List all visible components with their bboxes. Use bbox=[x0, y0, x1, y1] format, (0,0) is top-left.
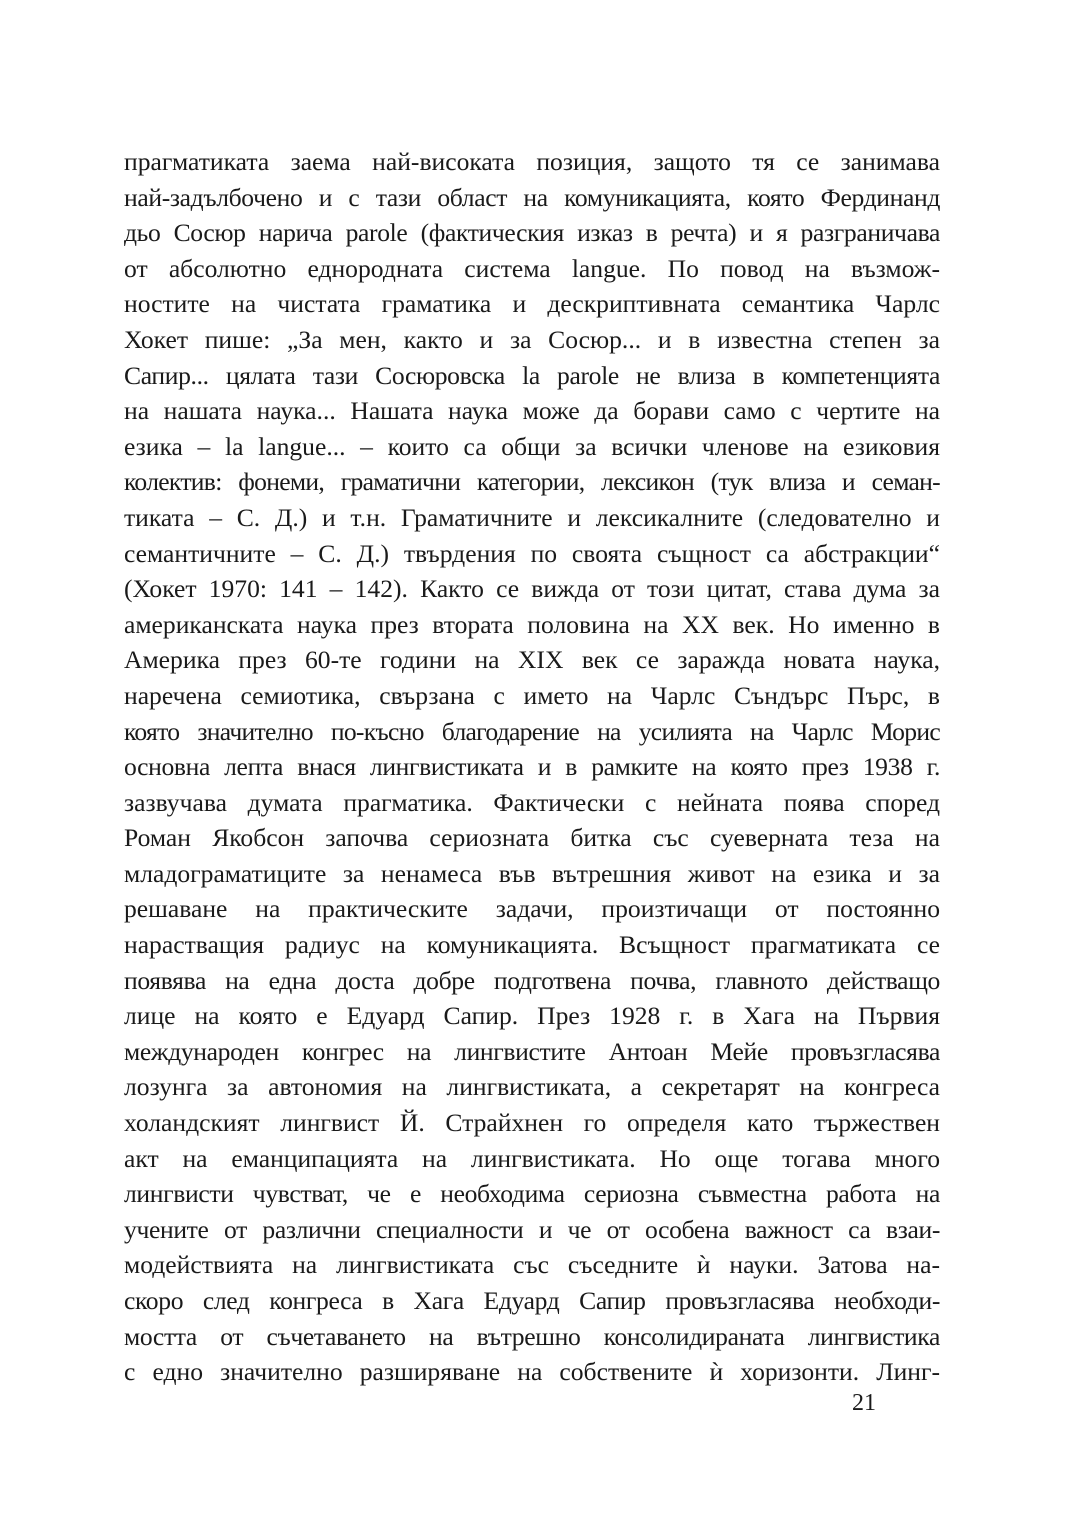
text-line: скоро след конгреса в Хага Едуард Сапир провъзгласява необходи- bbox=[124, 1286, 940, 1315]
text-line: основна лепта внася лингвистиката и в рамките на която през 1938 г. bbox=[124, 752, 940, 782]
text-line: с едно значително разширяване на собствените ѝ хоризонти. Линг- bbox=[124, 1357, 940, 1387]
text-line: колектив: фонеми, граматични категории, лексикон (тук влиза и семан- bbox=[124, 467, 940, 497]
text-line: решаване на практическите задачи, произтичащи от постоянно bbox=[124, 894, 940, 924]
text-line: международен конгрес на лингвистите Антоан Мейе провъзгласява bbox=[124, 1036, 940, 1066]
text-line: Америка през 60-те години на XIX век се заражда новата наука, bbox=[124, 645, 940, 675]
text-line: зазвучава думата прагматика. Фактически с нейната поява според bbox=[124, 787, 940, 817]
body-text bbox=[124, 144, 940, 1390]
text-line: нарастващия радиус на комуникацията. Всъщност прагматиката се bbox=[124, 930, 940, 960]
text-line: прагматиката заема най-високата позиция, защото тя се занимава bbox=[124, 147, 940, 176]
text-line: лозунга за автономия на лингвистиката, а секретарят на конгреса bbox=[124, 1072, 940, 1102]
text-line: Сапир... цялата тази Сосюровска la parole не влиза в компетенцията bbox=[124, 360, 940, 390]
text-line: холандският лингвист Й. Страйхнен го определя като тържествен bbox=[124, 1108, 940, 1138]
text-line: най-задълбочено и с тази област на комуникацията, която Фердинанд bbox=[124, 182, 940, 212]
text-line: учените от различни специалности и че от особена важност са взаи- bbox=[124, 1214, 940, 1244]
text-line: младограматиците за ненамеса във вътрешния живот на езика и за bbox=[124, 858, 940, 888]
text-line: модействията на лингвистиката със съседните ѝ науки. Затова на- bbox=[124, 1250, 940, 1280]
text-line: семантичните – С. Д.) твърдения по своята същност са абстракции“ bbox=[124, 538, 940, 568]
text-line: Хокет пише: „За мен, както и за Сосюр... и в известна степен за bbox=[124, 324, 940, 354]
text-line: от абсолютно еднородната система langue. По повод на възмож- bbox=[124, 253, 940, 283]
text-line: лингвисти чувстват, че е необходима сериозна съвместна работа на bbox=[124, 1179, 940, 1209]
text-line: акт на еманципацията на лингвистиката. Но още тогава много bbox=[124, 1143, 940, 1173]
text-line: мостта от съчетаването на вътрешно консолидираната лингвистика bbox=[124, 1321, 940, 1351]
text-line: на нашата наука... Нашата наука може да борави само с чертите на bbox=[124, 396, 940, 426]
text-line: (Хокет 1970: 141 – 142). Както се вижда от този цитат, става дума за bbox=[124, 574, 940, 604]
text-line: дьо Сосюр нарича parole (фактическия изказ в речта) и я разграничава bbox=[124, 218, 940, 248]
text-line: лице на която е Едуард Сапир. През 1928 г. в Хага на Първия bbox=[124, 1001, 940, 1031]
text-line: ностите на чистата граматика и дескриптивната семантика Чарлс bbox=[124, 289, 940, 319]
text-line: Роман Якобсон започва сериозната битка със суеверната теза на bbox=[124, 823, 940, 853]
text-line: американската наука през втората половина на XX век. Но именно в bbox=[124, 609, 940, 639]
text-line: която значително по-късно благодарение на усилията на Чарлс Морис bbox=[124, 716, 940, 746]
text-line: езика – la langue... – които са общи за всички членове на езиковия bbox=[124, 431, 940, 461]
text-line: тиката – С. Д.) и т.н. Граматичните и лексикалните (следователно и bbox=[124, 502, 940, 532]
text-line: появява на една доста добре подготвена почва, главното действащо bbox=[124, 965, 940, 995]
page-number: 21 bbox=[852, 1390, 876, 1416]
text-line: наречена семиотика, свързана с името на Чарлс Съндърс Пърс, в bbox=[124, 680, 940, 710]
